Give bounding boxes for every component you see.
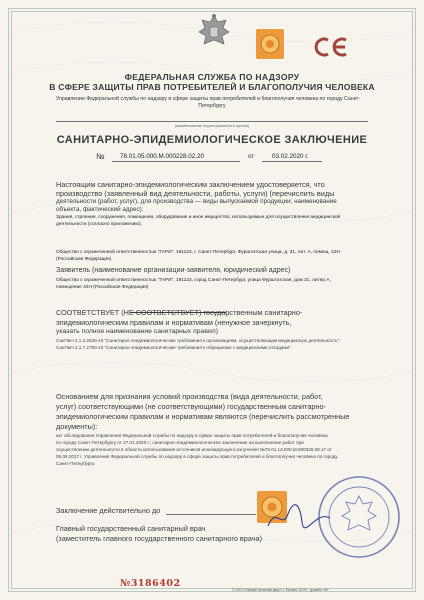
number-underline — [112, 161, 240, 162]
complies-line1: СООТВЕТСТВУЕТ (НЕ СООТВЕТСТВУЕТ) государственным санитарно- — [56, 308, 303, 317]
rules-line2: СанПиН 2.1.7.2790-10 "Санитарно-эпидемиологические требования к обращению с медицинскими отходами" — [56, 345, 291, 350]
document-title: САНИТАРНО-ЭПИДЕМИОЛОГИЧЕСКОЕ ЗАКЛЮЧЕНИЕ — [56, 134, 368, 146]
docs-line4: 09.08.2017 г. Управления Федеральной службы по надзору в сфере защиты прав потребителей и благополучия человека по городу — [56, 454, 338, 459]
agency-title-line1: ФЕДЕРАЛЬНАЯ СЛУЖБА ПО НАДЗОРУ — [124, 72, 300, 82]
activity-line1: Здания, строения, сооружения, помещения, оборудование и иное имущество, используемые для осуществления медицинской — [56, 215, 341, 220]
activity-line2: деятельности (согласно приложению). — [56, 222, 142, 227]
basis-line4: документы): — [56, 422, 98, 431]
valid-until-label: Заключение действительно до — [56, 506, 161, 515]
basis-line1: Основанием для признания условий производства (вида деятельности, работ, — [56, 392, 323, 401]
printer-note: © ООО «Первый печатный двор», г. Москва, 2019 г., уровень «В» — [232, 588, 329, 592]
applicant-line2: помещение 42Н (Российская Федерация) — [56, 285, 149, 290]
intro-line3: деятельности (работ, услуг), для производства — виды выпускаемой продукции; наименование — [56, 198, 337, 205]
applicant-line1: Общество с ограниченной ответственностью "ГАРИ", 191123, город Санкт-Петербург, улица Фурштатская, дом 31, литер А, — [56, 278, 331, 283]
number-sign: № — [96, 152, 105, 161]
complies-line3: указать полное наименование санитарных правил) — [56, 328, 218, 335]
department-underline — [56, 121, 368, 122]
date-prefix: от — [248, 153, 255, 160]
intro-line1: Настоящим санитарно-эпидемиологическим заключением удостоверяется, что — [56, 180, 325, 189]
hologram-icon — [255, 28, 285, 60]
complies-line2: эпидемиологическим правилам и нормативам (ненужное зачеркнуть, — [56, 318, 292, 327]
docs-line3: осуществлении деятельности в области использования источников ионизирующего излучения №78.01.13.000.М.000326.08.17 от — [56, 447, 332, 452]
ce-logo-icon — [312, 36, 354, 58]
document-number: 78.01.05.000.М.000228.02.20 — [120, 153, 205, 160]
department-line2: Петербургу — [198, 103, 226, 109]
object-owner-line2: (Российская Федерация) — [56, 257, 112, 262]
applicant-label: Заявитель (наименование организации-заявителя, юридический адрес) — [56, 267, 291, 274]
date-underline — [262, 161, 322, 162]
state-emblem-icon — [196, 12, 232, 52]
intro-line4: объекта, фактический адрес): — [56, 206, 144, 213]
agency-title-line2: В СФЕРЕ ЗАЩИТЫ ПРАВ ПОТРЕБИТЕЛЕЙ И БЛАГОПОЛУЧИЯ ЧЕЛОВЕКА — [49, 82, 375, 92]
valid-until-underline — [166, 514, 256, 515]
intro-line2: производство (заявленный вид деятельности, работы, услуги) (перечислить виды — [56, 189, 335, 198]
basis-line2: услуг) соответствующими (не соответствующими) государственным санитарно- — [56, 402, 326, 411]
object-owner-line1: Общество с ограниченной ответственностью "ГАРИ", 191123, г. Санкт-Петербург, Фурштатская улица, д. 31, лит. А, помещ. 42Н — [56, 250, 340, 255]
department-line1: Управление Федеральной службы по надзору в сфере защиты прав потребителей и благополучия человека по городу Санкт- — [56, 96, 361, 102]
signer-title-line1: Главный государственный санитарный врач — [56, 524, 206, 533]
basis-line3: эпидемиологическим правилам и нормативам являются (перечислить рассмотренные — [56, 412, 350, 421]
department-caption: (наименование территориального органа) — [174, 124, 250, 128]
rules-line1: СанПиН 2.1.3.2630-10 "Санитарно-эпидемиологические требования к организациям, осуществляющим медицинскую деятельность"; — [56, 338, 341, 343]
signer-title-line2: (заместитель главного государственного санитарного врача) — [56, 534, 263, 543]
docs-line5: Санкт-Петербургу. — [56, 461, 96, 466]
blank-serial-number: №3186402 — [120, 578, 181, 589]
signature-icon — [264, 500, 334, 534]
strikethrough-line — [130, 312, 226, 313]
docs-line1: акт обследования Управления Федеральной службы по надзору в сфере защиты прав потребителей и благополучия человека — [56, 433, 328, 438]
document-date: 03.02.2020 г. — [272, 153, 309, 160]
docs-line2: по городу Санкт-Петербургу от 27.01.2020 г.; санитарно-эпидемиологическое заключение на выполнение работ при — [56, 440, 304, 445]
